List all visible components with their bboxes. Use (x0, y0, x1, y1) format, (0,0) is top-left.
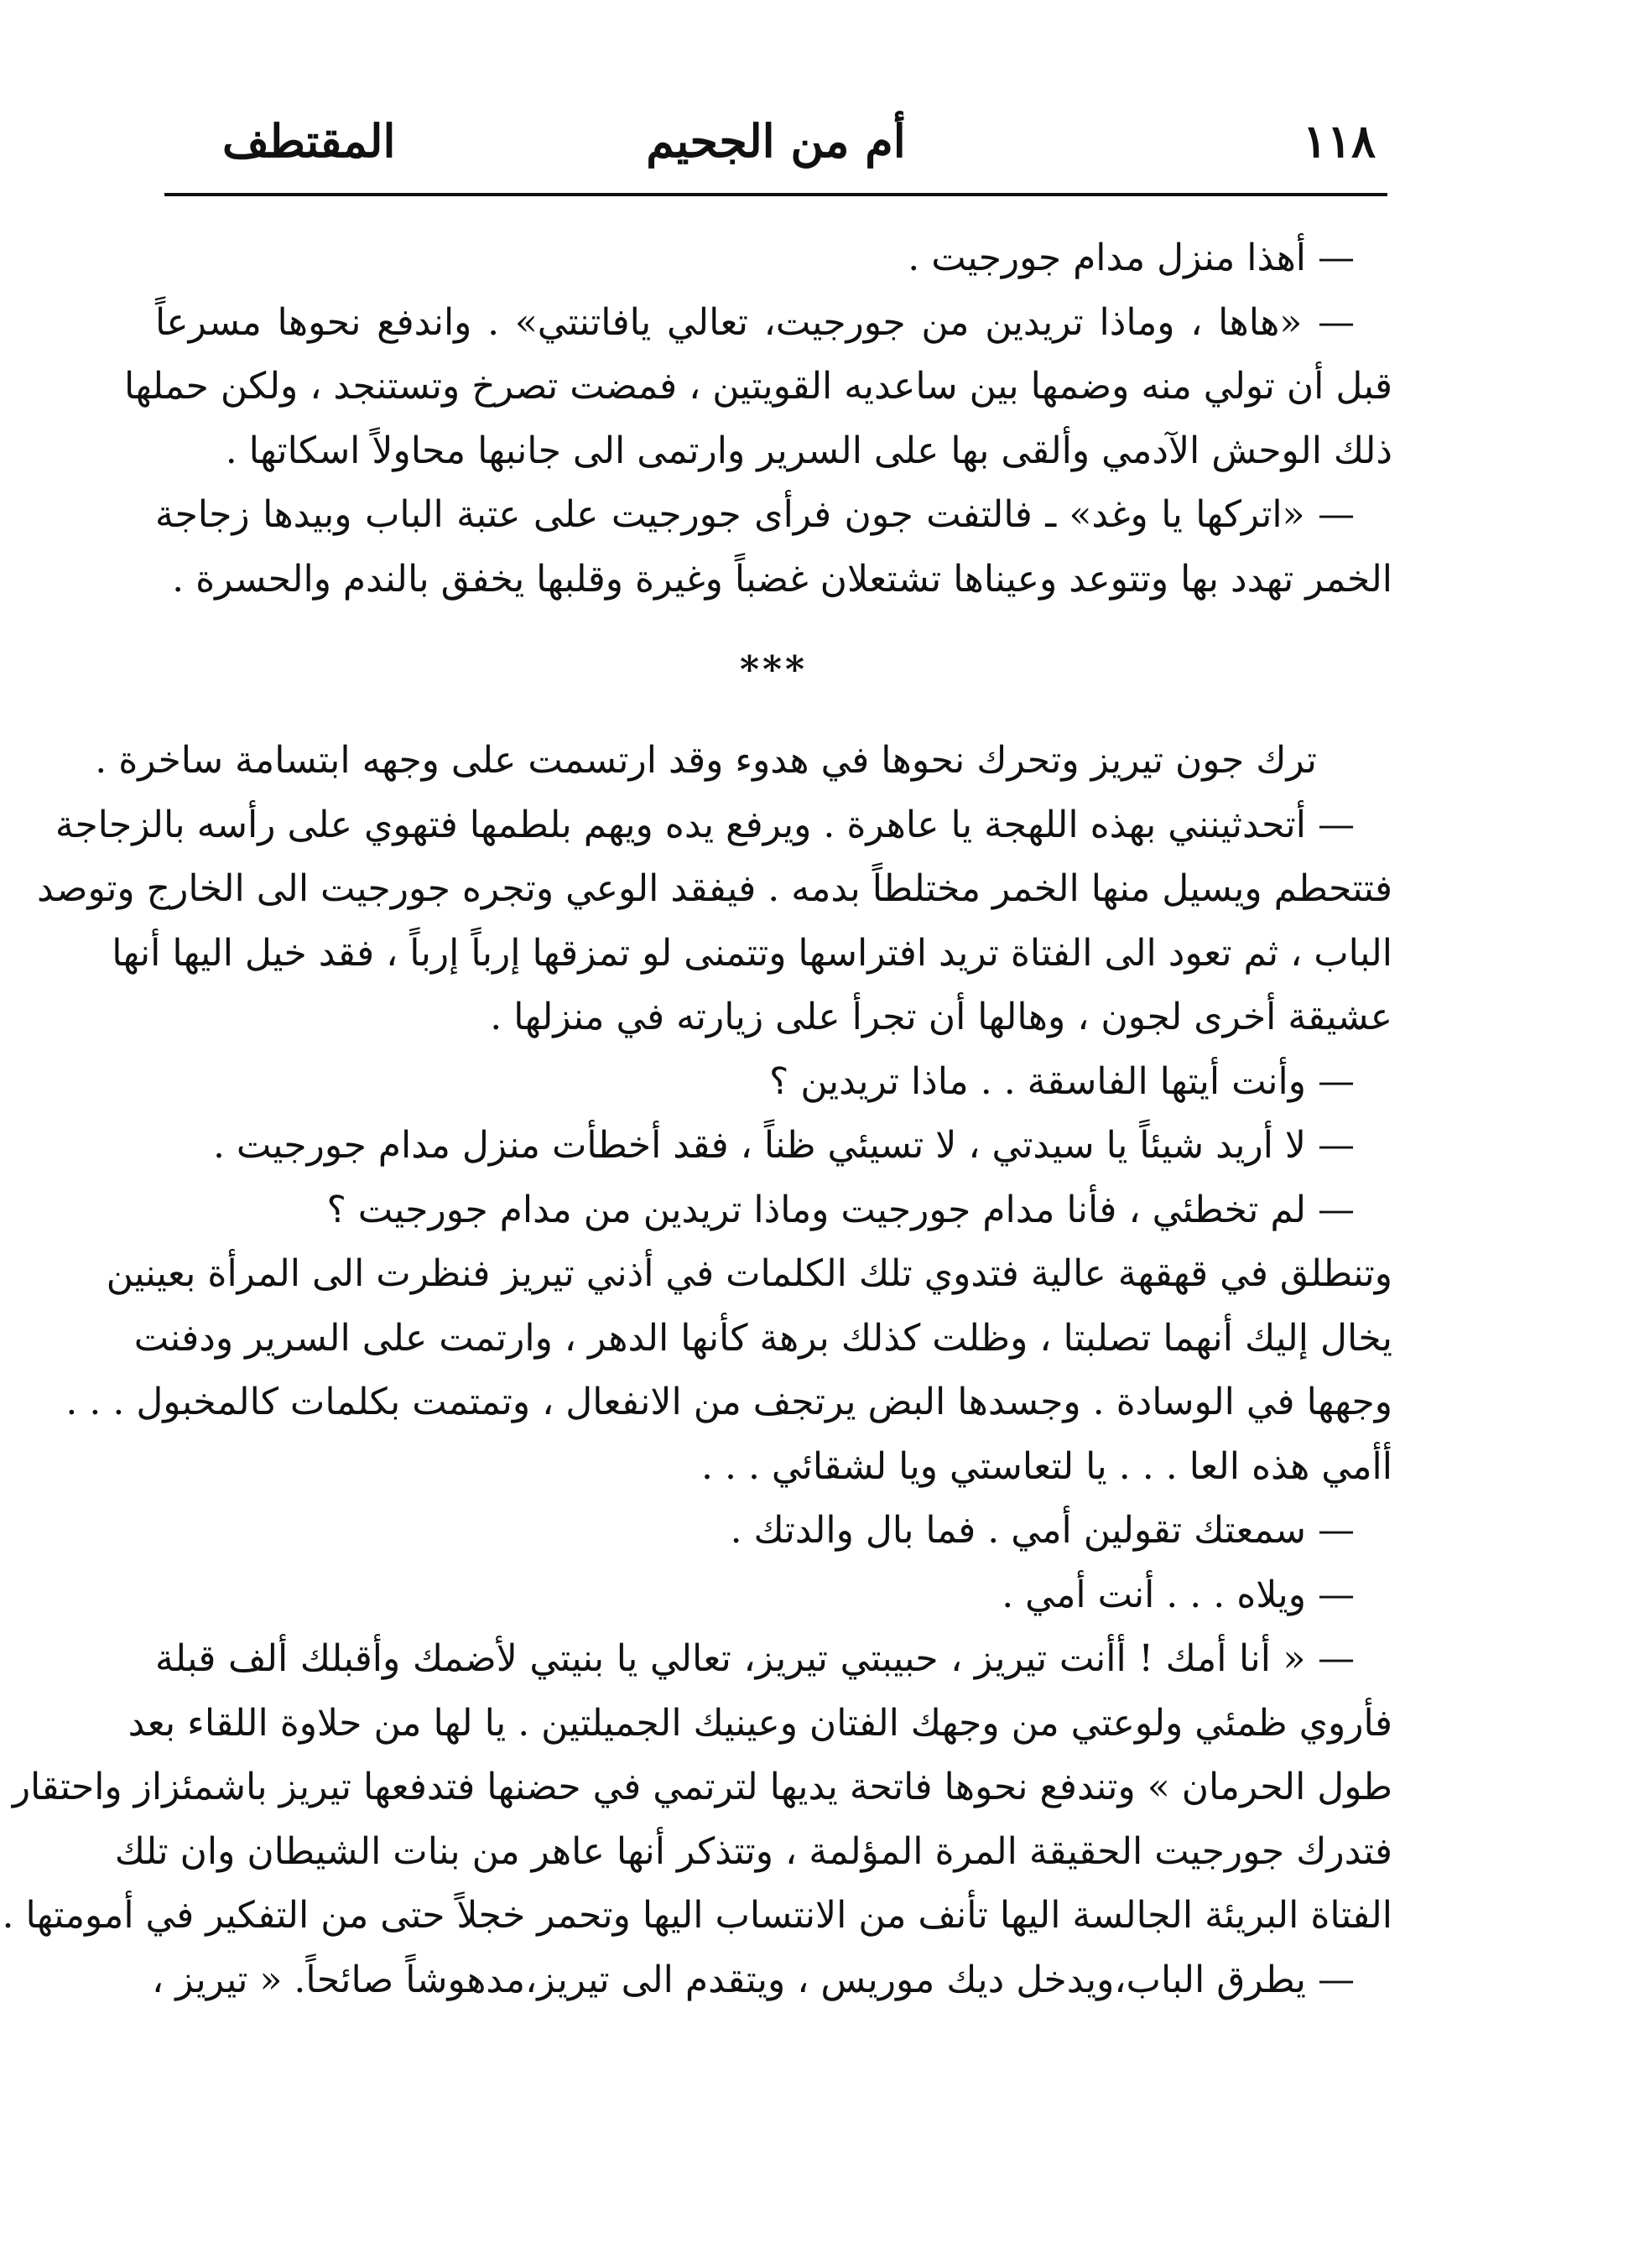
article-title: أم من الجحيم (646, 114, 906, 168)
text-line: ذلك الوحش الآدمي وألقى بها على السرير وارتمى الى جانبها محاولاً اسكاتها . (225, 429, 1392, 472)
page-number: ١١٨ (1302, 114, 1376, 168)
text-line: أأمي هذه العا . . . يا لتعاستي ويا لشقائي . . . (701, 1444, 1392, 1488)
text-line: — أهذا منزل مدام جورجيت . (908, 237, 1355, 279)
text-line: فتدرك جورجيت الحقيقة المرة المؤلمة ، وتتذكر أنها عاهر من بنات الشيطان وان تلك (114, 1829, 1392, 1873)
text-line: طول الحرمان » وتندفع نحوها فاتحة يديها لترتمي في حضنها فتدفعها تيريز باشمئزاز واحتقار (12, 1766, 1392, 1808)
text-line: عشيقة أخرى لجون ، وهالها أن تجرأ على زيارته في منزلها . (490, 996, 1392, 1038)
text-line: — سمعتك تقولين أمي . فما بال والدتك . (730, 1509, 1355, 1552)
text-line: — ويلاه . . . أنت أمي . (1002, 1573, 1355, 1616)
text-line: — لا أريد شيئاً يا سيدتي ، لا تسيئي ظناً ، فقد أخطأت منزل مدام جورجيت . (212, 1124, 1355, 1167)
journal-name: المقتطف (222, 114, 396, 168)
text-line: فأروي ظمئي ولوعتي من وجهك الفتان وعينيك الجميلتين . يا لها من حلاوة اللقاء بعد (127, 1701, 1392, 1745)
text-line: — «اتركها يا وغد» ـ فالتفت جون فرأى جورجيت على عتبة الباب وبيدها زجاجة (155, 493, 1355, 536)
text-line: فتتحطم ويسيل منها الخمر مختلطاً بدمه . فيفقد الوعي وتجره جورجيت الى الخارج وتوصد (37, 867, 1392, 910)
text-line: الفتاة البريئة الجالسة اليها تأنف من الانتساب اليها وتحمر خجلاً حتى من التفكير في أمومتها . (2, 1894, 1392, 1937)
text-line: — لم تخطئي ، فأنا مدام جورجيت وماذا تريدين من مدام جورجيت ؟ (326, 1188, 1355, 1231)
text-line: قبل أن تولي منه وضمها بين ساعديه القويتين ، فمضت تصرخ وتستنجد ، ولكن حملها (123, 365, 1392, 408)
header-rule (164, 193, 1387, 196)
running-header (159, 101, 1392, 176)
text-line: — «هاها ، وماذا تريدين من جورجيت، تعالي يافاتنتي» . واندفع نحوها مسرعاً (155, 300, 1355, 344)
section-separator: *** (739, 648, 809, 691)
text-line: يخال إليك أنهما تصلبتا ، وظلت كذلك برهة كأنها الدهر ، وارتمت على السرير ودفنت (133, 1316, 1392, 1360)
text-line: الخمر تهدد بها وتتوعد وعيناها تشتعلان غضباً وغيرة وقلبها يخفق بالندم والحسرة . (172, 557, 1392, 601)
text-line: الباب ، ثم تعود الى الفتاة تريد افتراسها وتتمنى لو تمزقها إرباً إرباً ، فقد خيل اليها أنها (112, 931, 1392, 975)
text-line: وجهها في الوسادة . وجسدها البض يرتجف من الانفعال ، وتمتمت بكلمات كالمخبول . . . (65, 1381, 1392, 1423)
article-body (2, 226, 1392, 2012)
text-line: — أتحدثينني بهذه اللهجة يا عاهرة . ويرفع يده ويهم بلطمها فتهوي على رأسه بالزجاجة (55, 803, 1355, 846)
text-line: — وأنت أيتها الفاسقة . . ماذا تريدين ؟ (769, 1059, 1355, 1103)
text-line: — « أنا أمك ! أأنت تيريز ، حبيبتي تيريز، تعالي يا بنيتي لأضمك وأقبلك ألف قبلة (155, 1637, 1355, 1680)
text-line: ترك جون تيريز وتحرك نحوها في هدوء وقد ارتسمت على وجهه ابتسامة ساخرة . (95, 739, 1317, 782)
text-line: — يطرق الباب،ويدخل ديك موريس ، ويتقدم الى تيريز،مدهوشاً صائحاً. « تيريز ، (152, 1958, 1355, 2001)
text-line: وتنطلق في قهقهة عالية فتدوي تلك الكلمات في أذني تيريز فنظرت الى المرأة بعينين (106, 1252, 1392, 1295)
